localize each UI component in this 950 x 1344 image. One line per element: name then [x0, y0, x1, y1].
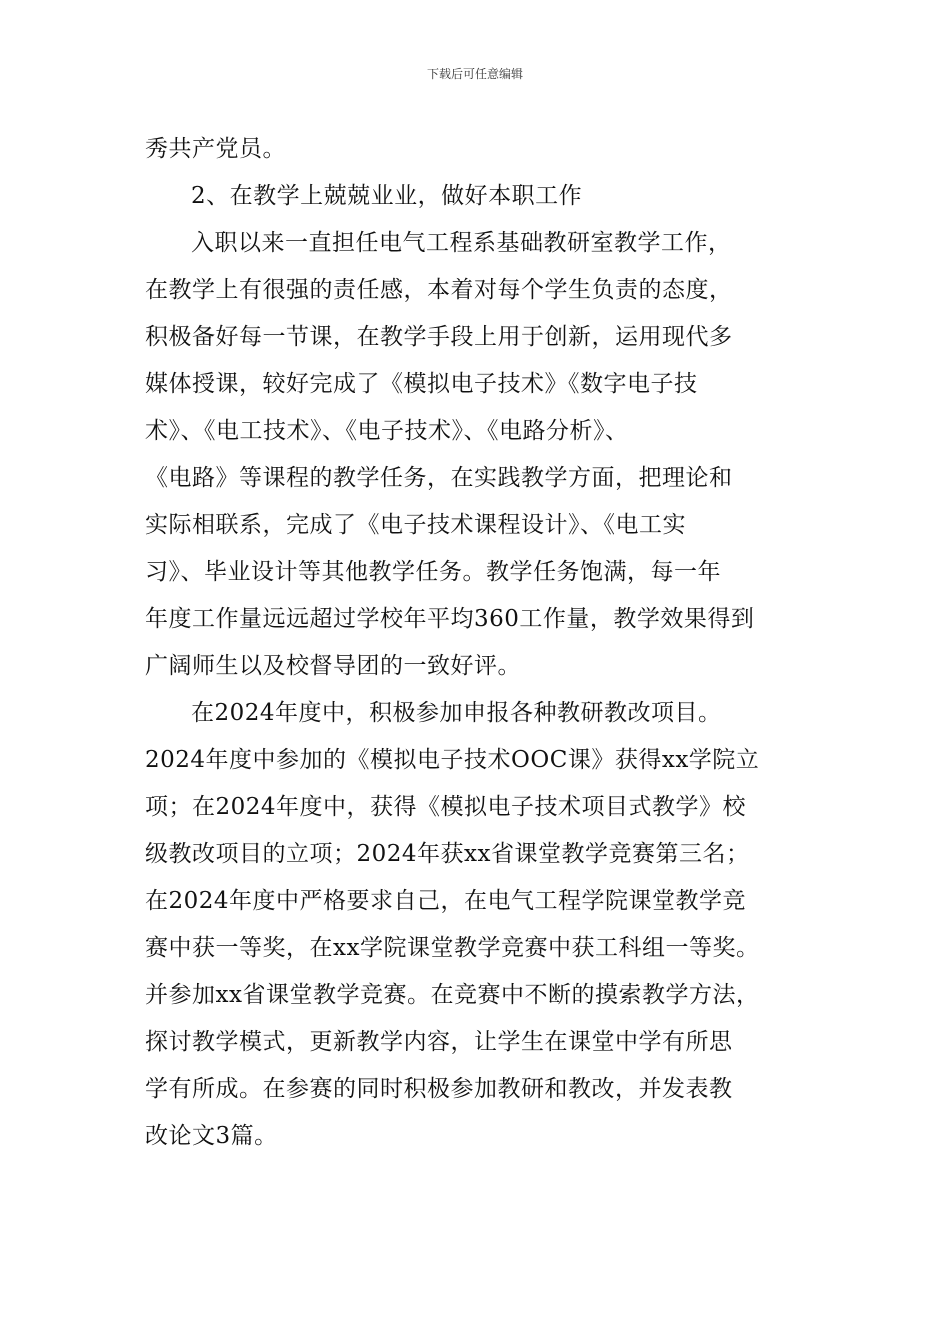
text-line: 2024年度中参加的《模拟电子技术OOC课》获得xx学院立: [145, 747, 760, 773]
text-line: 在2024年度中严格要求自己，在电气工程学院课堂教学竞: [145, 888, 747, 914]
text-line: 《电路》等课程的教学任务，在实践教学方面，把理论和: [145, 465, 733, 491]
text-line: 学有所成。在参赛的同时积极参加教研和教改，并发表教: [145, 1076, 733, 1102]
text-line: 积极备好每一节课，在教学手段上用于创新，运用现代多: [145, 324, 733, 350]
text-line: 入职以来一直担任电气工程系基础教研室教学工作，: [191, 230, 732, 256]
text-line: 并参加xx省课堂教学竞赛。在竞赛中不断的摸索教学方法，: [145, 982, 760, 1008]
text-line: 2、在教学上兢兢业业，做好本职工作: [191, 183, 583, 209]
text-line: 习》、毕业设计等其他教学任务。教学任务饱满，每一年: [145, 559, 721, 585]
text-line: 媒体授课，较好完成了《模拟电子技术》《数字电子技: [145, 371, 698, 397]
text-line: 在教学上有很强的责任感，本着对每个学生负责的态度，: [145, 277, 733, 303]
text-line: 级教改项目的立项；2024年获xx省课堂教学竞赛第三名；: [145, 841, 750, 867]
text-line: 广阔师生以及校督导团的一致好评。: [145, 653, 521, 679]
text-line: 探讨教学模式，更新教学内容，让学生在课堂中学有所思: [145, 1029, 733, 1055]
header-text: 下载后可任意编辑: [426, 67, 523, 81]
text-line: 秀共产党员。: [145, 136, 286, 162]
text-line: 在2024年度中，积极参加申报各种教研教改项目。: [191, 700, 722, 726]
text-line: 术》、《电工技术》、《电子技术》、《电路分析》、: [145, 418, 629, 444]
text-line: 赛中获一等奖，在xx学院课堂教学竞赛中获工科组一等奖。: [145, 935, 760, 961]
text-line: 年度工作量远远超过学校年平均360工作量，教学效果得到: [145, 606, 755, 632]
page-header: [0, 66, 950, 82]
document-body: [145, 126, 810, 1160]
text-line: 项；在2024年度中，获得《模拟电子技术项目式教学》校: [145, 794, 747, 820]
text-line: 改论文3篇。: [145, 1123, 278, 1149]
text-line: 实际相联系，完成了《电子技术课程设计》、《电工实: [145, 512, 686, 538]
